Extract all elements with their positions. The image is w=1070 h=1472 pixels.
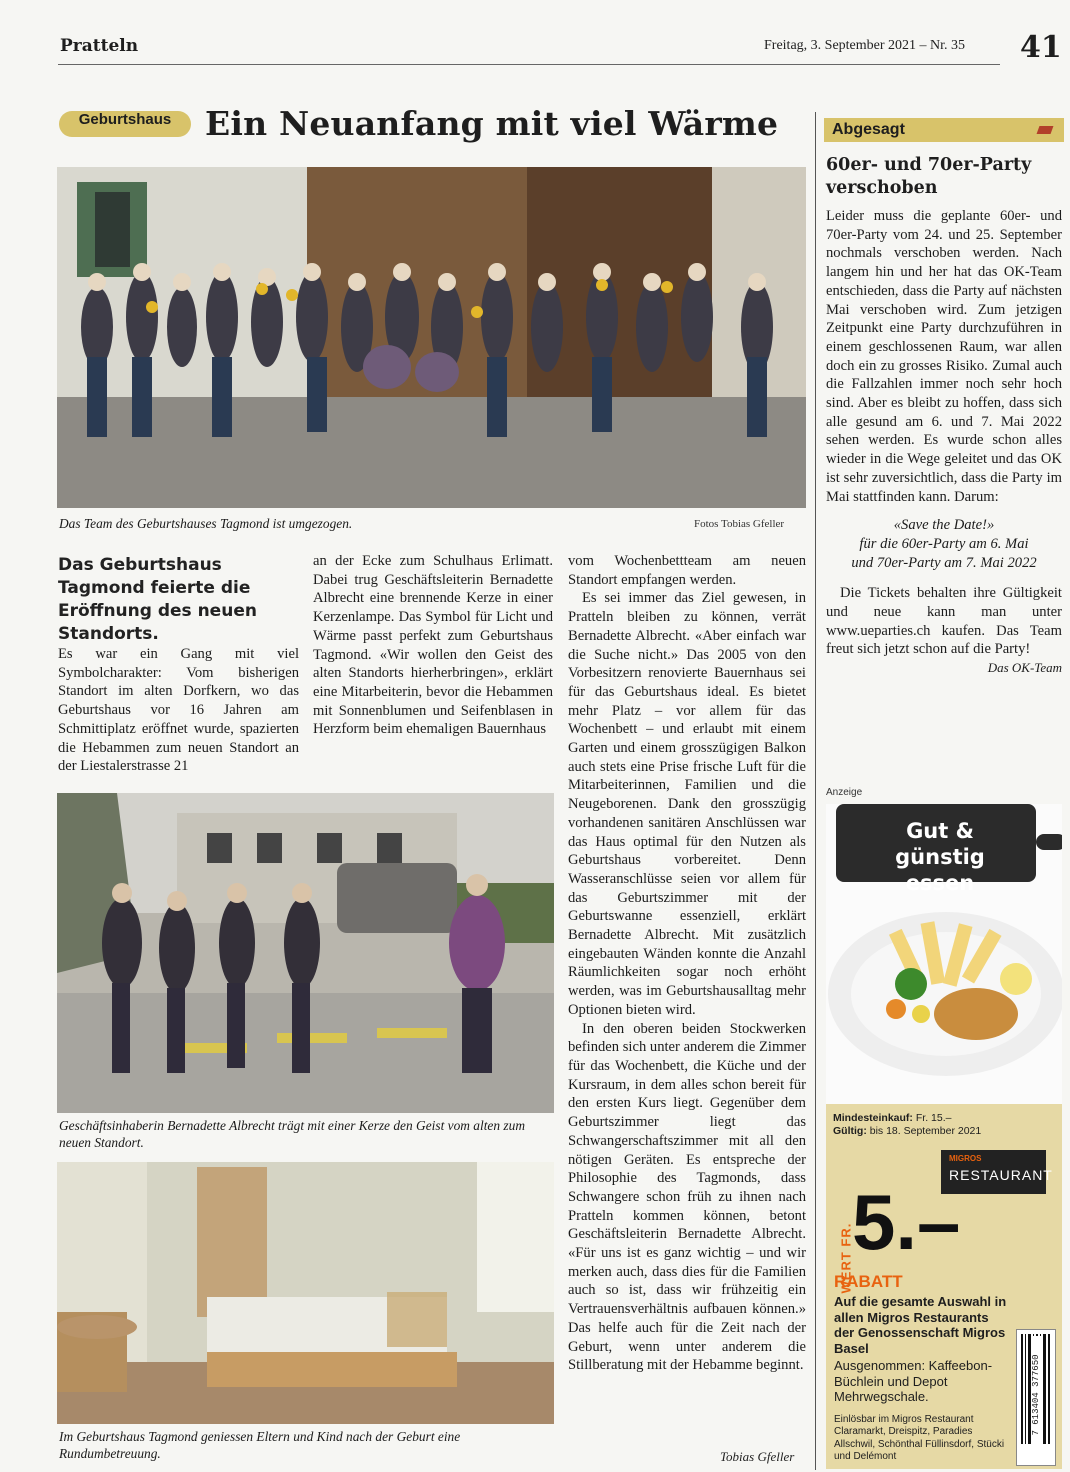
article-author: Tobias Gfeller: [720, 1449, 795, 1464]
col3-paragraph-2: Es sei immer das Ziel gewesen, in Pratteln bleiben zu können, verrät Bernadette Albrecht. «Aber einfach war die Suche nicht.» Das 2005 von den Vorbesitzern renovierte Bauernhaus sei für das Geburtshaus ideal. Es bietet mehr Platz – vor allem für das Wochenbett – und erlaubt mit einem Garten und einem grosszügigen Balkon auch stets eine Prise frische Luft für die Mitarbeiterinnen, Familien und die Neugeborenen. Dank den grosszügig vorhandenen sanitären Anschlüssen war das Haus optimal für den Nutzen als Geburtshaus vorbereitet. Denn Wasseranschlüsse seien vor allem für das Geburtszimmer mit der Geburtswanne essenziell, erklärt Bernadette Albrecht. Mit zusätzlich eingebauten Wänden konnte die Anzahl Räumlichkeiten sogar noch erhöht werden, was im Geburtshausalltag mehr Optionen bieten wird.: [568, 590, 806, 1018]
photo2-caption: Geschäftsinhaberin Bernadette Albrecht trägt mit einer Kerze den Geist vom alten zum neuen Standort.: [59, 1118, 525, 1150]
col3-paragraph-1: vom Wochenbettteam am neuen Standort empfangen werden.: [568, 553, 806, 588]
ad-food-area: [826, 804, 1062, 1106]
save-the-date-line-2: für die 60er-Party am 6. Mai: [859, 535, 1029, 552]
sidebar-paragraph-1: Leider muss die geplante 60er- und 70er-Party vom 24. und 25. September nochmals verschoben werden. Nach langem hin und her hat das OK-Team entschieden, dass die Party auf nächsten Mai verschoben wird. Zum jetzigen Zeitpunkt eine Party durchzuführen in einem geschlossenen Raum, war allen doch ein zu grosses Risiko. Zumal auch die Fallzahlen immer noch sehr hoch sind. Aber es bleibt zu hoffen, dass sich alle gesund am 6. und 7. Mai 2022 sehen werden. Es wurde schon alles wieder in die Wege geleitet und das OK ist sehr zuversichtlich, dass die Party im Mai stattfinden kann. Darum:: [826, 208, 1062, 505]
offer-text: Auf die gesamte Auswahl in allen Migros Restaurants der Genossenschaft Migros Basel: [834, 1294, 1007, 1356]
logo-restaurant: RESTAURANT: [949, 1167, 1053, 1183]
page-number: 41: [1020, 30, 1062, 65]
tag-mark-icon: [1037, 126, 1054, 134]
save-the-date-line-3: und 70er-Party am 7. Mai 2022: [851, 554, 1037, 571]
discount-value: 5.–: [852, 1178, 961, 1266]
ad-board-line-2: essen: [905, 871, 975, 895]
issue-date: Freitag, 3. September 2021 – Nr. 35: [764, 38, 966, 53]
save-the-date-line-1: «Save the Date!»: [893, 517, 995, 534]
sidebar-signature: Das OK-Team: [987, 660, 1062, 676]
ad-conditions: [833, 1112, 981, 1138]
ad-board-line-1: Gut & günstig: [895, 819, 985, 869]
header-rule: [58, 64, 1000, 65]
valid-label: Gültig:: [833, 1125, 867, 1137]
article-column-3: [568, 552, 806, 1375]
ad-label: Anzeige: [826, 787, 863, 798]
photo-credit: Fotos Tobias Gfeller: [694, 518, 785, 530]
sidebar-paragraph-2: Die Tickets behalten ihre Gültigkeit und neue kann man unter www.ueparties.ch kaufen. Das Team freut sich jetzt schon auf die Party!: [826, 585, 1062, 658]
min-purchase-label: Mindesteinkauf:: [833, 1112, 913, 1124]
article-lead: Das Geburtshaus Tagmond feierte die Eröffnung des neuen Standorts.: [58, 555, 257, 644]
sidebar-body: [826, 207, 1062, 678]
column-separator: [815, 112, 816, 1470]
team-photo: [57, 167, 806, 508]
room-photo: [57, 1162, 554, 1424]
valid-value: bis 18. September 2021: [869, 1125, 982, 1137]
value-label: WERT FR.: [838, 1222, 854, 1294]
min-purchase-value: Fr. 15.–: [915, 1112, 952, 1124]
section-name: Pratteln: [60, 36, 139, 56]
save-the-date: [826, 516, 1062, 572]
exclusions-text: Ausgenommen: Kaffeebon-Büchlein und Depot Mehrwegschale.: [834, 1358, 993, 1404]
discount-label: RABATT: [834, 1272, 903, 1291]
photo1-caption: Das Team des Geburtshauses Tagmond ist umgezogen.: [59, 516, 353, 531]
sidebar-tag-label: Abgesagt: [832, 121, 905, 138]
migros-ad: [826, 779, 1062, 1469]
redeem-text: Einlösbar im Migros Restaurant Claramarkt, Dreispitz, Paradies Allschwil, Schönthal Füllinsdorf, Stücki und Delémont: [834, 1414, 1005, 1463]
ad-coupon: [826, 1104, 1062, 1469]
photo3-caption: Im Geburtshaus Tagmond geniessen Eltern und Kind nach der Geburt eine Rundumbetreuung.: [59, 1429, 461, 1461]
article-kicker: Geburtshaus: [59, 111, 191, 137]
col2-paragraph: an der Ecke zum Schulhaus Erlimatt. Dabei trug Geschäftsleiterin Bernadette Albrecht eine brennende Kerze in einer Kerzenlampe. Das Symbol für Licht und Wärme passt perfekt zum Geburtshaus Tagmond. «Wir wollen den Geist des alten Standorts hierherbringen», erklärt eine Mitarbeiterin, bevor die Hebammen mit Sonnenblumen und Seifenblasen in Herzform beim ehemaligen Bauernhaus: [313, 553, 553, 738]
sidebar-headline: 60er- und 70er-Party verschoben: [826, 155, 1032, 198]
col3-paragraph-3: In den oberen beiden Stockwerken befinden sich unter anderem die Zimmer für das Wochenbett, die Küche und der Kursraum, in dem alles schon bereit für den ersten Kurs liegt. Gegenüber dem Geburtszimmer liegt das Schwangerschaftszimmer mit all den nötigen Geräten. Es entspreche der Philosophie des Tagmonds, dass Schwangere schon früh zu ihnen nach Pratteln kommen können, betont Geschäftsleiterin Bernadette Albrecht. «Für uns ist es ganz wichtig – und wir merken auch, dass dies für die Familien auch so ist, dass wir frühzeitig ein Vertrauensverhältnis aufbauen können.» Das helfe auch für die Zeit nach der Geburt, wenn unter anderem die Stillberatung mit der Hebamme beginnt.: [568, 1020, 806, 1374]
ad-board-text: [860, 818, 1020, 896]
logo-migros: MIGROS: [949, 1154, 982, 1163]
article-headline: Ein Neuanfang mit viel Wärme: [205, 104, 779, 143]
barcode: [1016, 1329, 1056, 1466]
sidebar-tag: [824, 118, 1064, 142]
article-column-2: [313, 552, 553, 739]
article-column-1: [58, 645, 299, 776]
procession-photo: [57, 793, 554, 1113]
barcode-number: 7 613404 377650: [1031, 1336, 1041, 1454]
col1-paragraph: Es war ein Gang mit viel Symbolcharakter: Vom bisherigen Standort im alten Dorfkern, wo das Geburtshaus vor 16 Jahren am Schmittiplatz eröffnet wurde, spazierten die Hebammen zum neuen Standort an der Liestalerstrasse 21: [58, 646, 299, 775]
